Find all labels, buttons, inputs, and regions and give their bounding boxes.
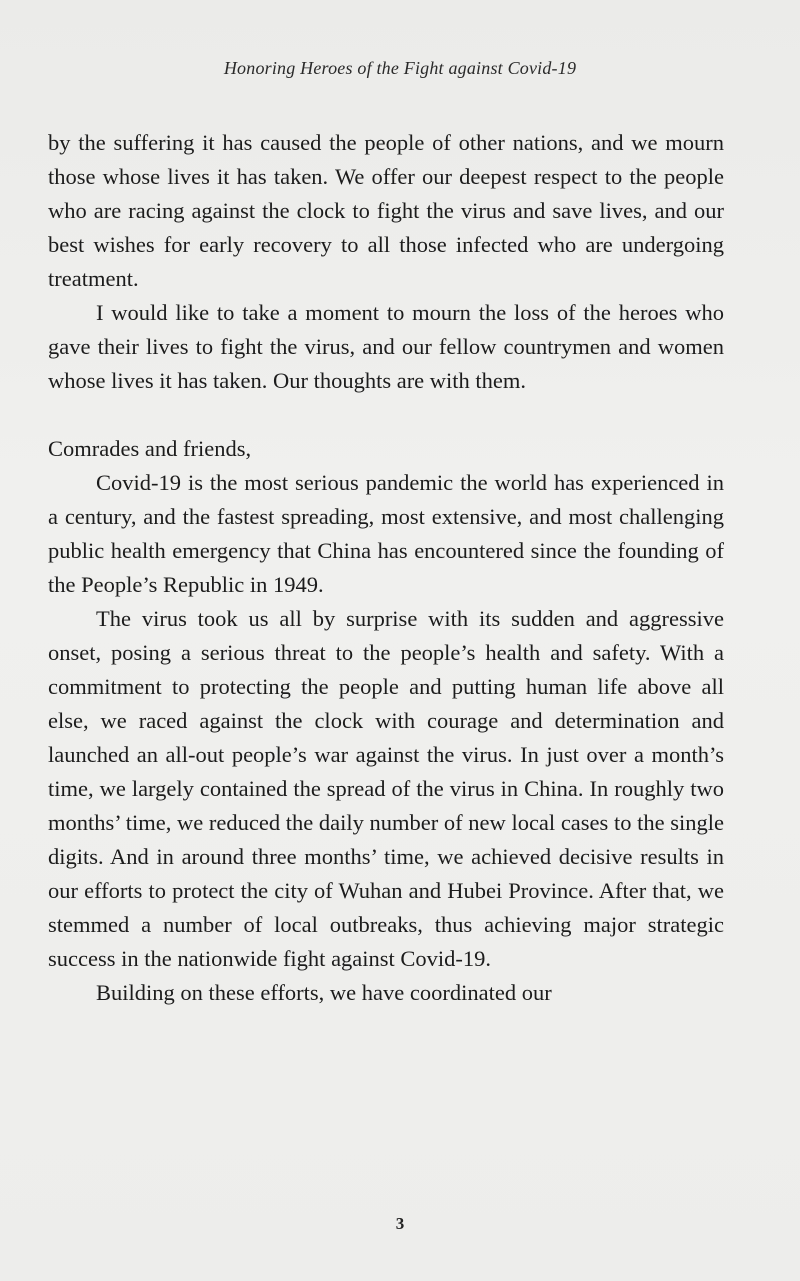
paragraph-pandemic: Covid-19 is the most serious pandemic the world has experienced in a century, and the fastest spreading, most extensive, and most challenging public health emergency that China has encountered since the founding of the People’s Republic in 1949. bbox=[48, 470, 724, 597]
paragraph-building: Building on these efforts, we have coordinated our bbox=[96, 980, 552, 1005]
page-number: 3 bbox=[395, 1214, 405, 1233]
running-header: Honoring Heroes of the Fight against Covid-19 bbox=[223, 58, 577, 78]
body-text bbox=[48, 126, 724, 1010]
paragraph-continuation: by the suffering it has caused the people of other nations, and we mourn those whose lives it has taken. We offer our deepest respect to the people who are racing against the clock to fight the virus and save lives, and our best wishes for early recovery to all those infected who are undergoing treatment. bbox=[48, 130, 724, 291]
salutation: Comrades and friends, bbox=[48, 436, 252, 461]
paragraph-mourning: I would like to take a moment to mourn the loss of the heroes who gave their lives to fight the virus, and our fellow countrymen and women whose lives it has taken. Our thoughts are with them. bbox=[48, 300, 724, 393]
paragraph-response: The virus took us all by surprise with its sudden and aggressive onset, posing a serious threat to the people’s health and safety. With a commitment to protecting the people and putting human life above all else, we raced against the clock with courage and determination and launched an all-out people’s war against the virus. In just over a month’s time, we largely contained the spread of the virus in China. In roughly two months’ time, we reduced the daily number of new local cases to the single digits. And in around three months’ time, we achieved decisive results in our efforts to protect the city of Wuhan and Hubei Province. After that, we stemmed a number of local outbreaks, thus achieving major strategic success in the nationwide fight against Covid-19. bbox=[48, 606, 724, 971]
